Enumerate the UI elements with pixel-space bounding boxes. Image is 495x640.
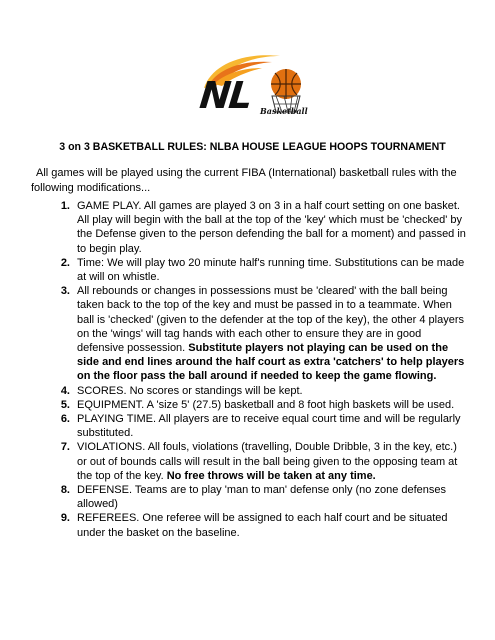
rule-text: EQUIPMENT. A 'size 5' (27.5) basketball and 8 foot high baskets will be used. [77,398,455,411]
rule-text: SCORES. No scores or standings will be kept. [77,384,303,397]
logo-subtext: Basketball [260,106,308,116]
intro-paragraph: All games will be played using the current FIBA (International) basketball rules with the following modifications... [31,167,457,194]
rule-item [48,511,466,539]
document-title: 3 on 3 BASKETBALL RULES: NLBA HOUSE LEAGUE HOOPS TOURNAMENT [59,141,446,153]
nlba-logo [198,50,306,126]
rule-item [48,384,466,398]
rule-item [48,256,466,284]
rule-number: 9. [60,512,70,525]
rule-number: 3. [60,285,70,298]
rule-bold-text: No free throws will be taken at any time. [166,469,376,482]
rule-text: DEFENSE. Teams are to play 'man to man' defense only (no zone defenses allowed) [77,484,447,511]
rule-number: 8. [60,484,70,497]
rule-text: Time: We will play two 20 minute half's running time. Substitutions can be made at will on whistle. [77,256,465,284]
rule-text: VIOLATIONS. All fouls, violations (travelling, Double Dribble, 3 in the key, etc.) or out of bounds calls will result in the ball being given to the opposing team at the top of the key. [77,441,458,482]
rule-item [48,199,466,256]
rule-number: 6. [60,413,70,426]
rule-text: All rebounds or changes in possessions must be 'cleared' with the ball being taken back to the top of the key and must be passed in to a teammate. When ball is 'checked' (given to the defender at the top of the key), the other 4 players on the 'wings' will tag hands with each other to ensure they are in good defensive possession. [77,285,464,355]
logo-text: NL [197,74,253,117]
rule-number: 1. [60,200,70,212]
rule-item [48,398,466,412]
rule-item [48,440,466,483]
rule-item [48,284,466,383]
rule-number: 5. [60,398,70,411]
rule-item [48,412,466,440]
rule-bold-text: Substitute players not playing can be used on the side and end lines around the half court as extra 'catchers' to help players on the floor pass the ball around if needed to keep the game flowing. [77,342,465,383]
rule-item [48,483,466,511]
rule-text: GAME PLAY. All games are played 3 on 3 in a half court setting on one basket. All play will begin with the ball at the top of the 'key' which must be 'checked' by the Defense given to the person defending the ball for a moment) and passed in to begin play. [77,200,466,255]
rule-text: REFEREES. One referee will be assigned to each half court and be situated under the basket on the baseline. [77,512,448,539]
rules-list [48,199,466,540]
rule-number: 4. [60,384,70,397]
rule-number: 7. [60,441,70,454]
rule-text: PLAYING TIME. All players are to receive equal court time and will be regularly substituted. [77,413,461,440]
rule-number: 2. [60,256,70,269]
